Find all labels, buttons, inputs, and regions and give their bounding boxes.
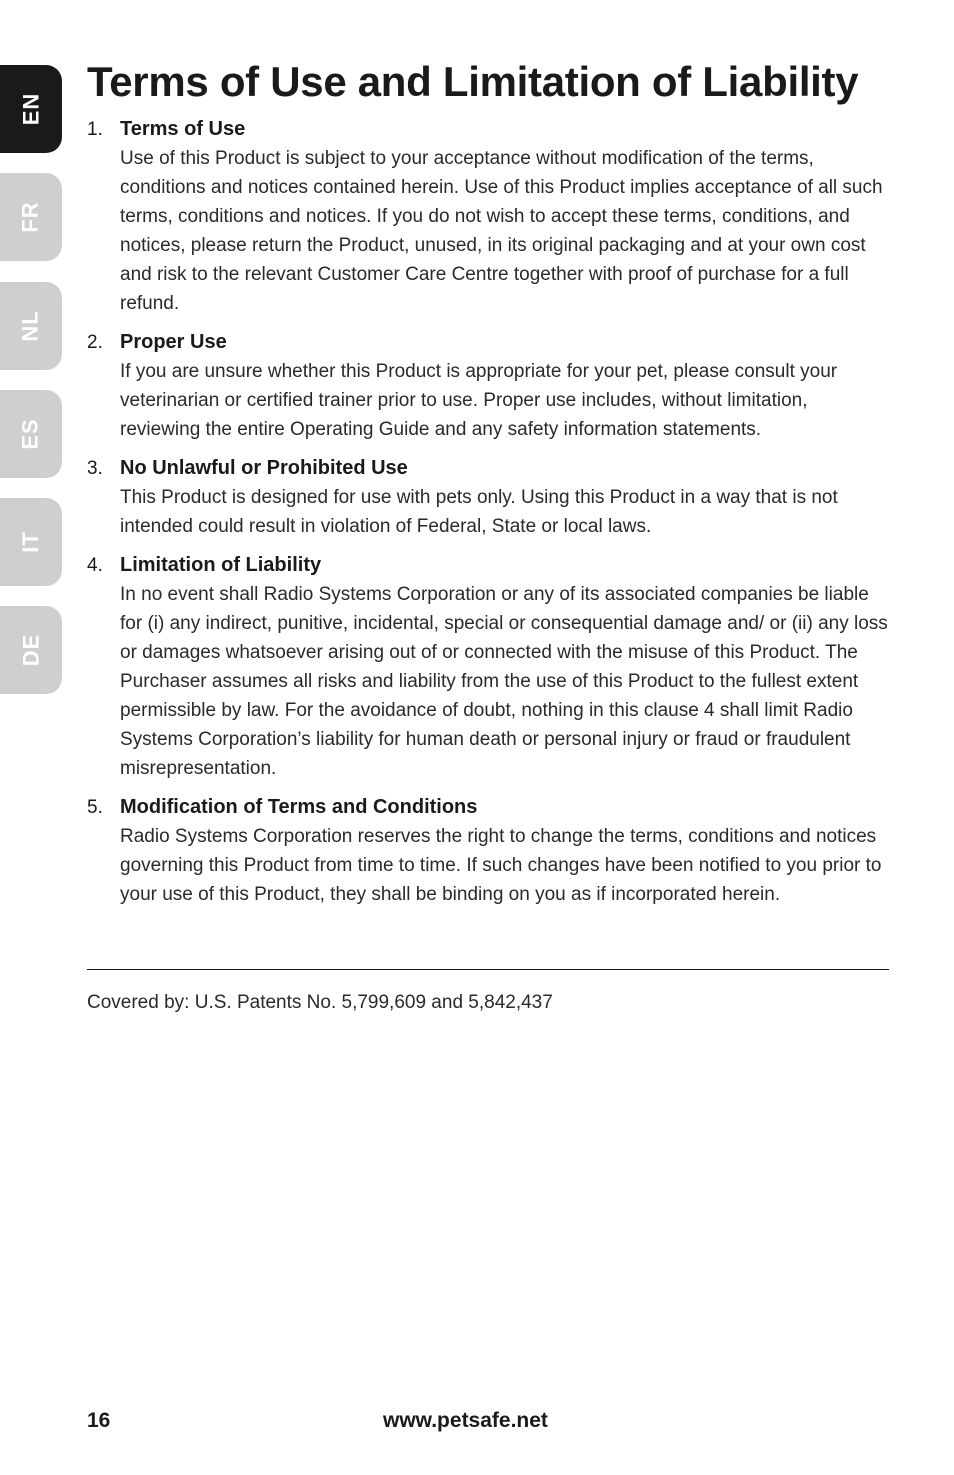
main-content [87, 55, 889, 919]
page-title: Terms of Use and Limitation of Liability [87, 58, 859, 105]
terms-list [87, 115, 889, 909]
term-item-terms-of-use [87, 115, 889, 318]
term-body: If you are unsure whether this Product is appropriate for your pet, please consult your veterinarian or certified trainer prior to use. Proper use includes, without limitation, reviewing the entire Operating Guide and any safety information statements. [120, 361, 838, 440]
term-item-limitation-of-liability [87, 551, 889, 783]
patents-note: Covered by: U.S. Patents No. 5,799,609 and 5,842,437 [87, 992, 553, 1013]
term-number: 1. [87, 119, 103, 140]
term-body: This Product is designed for use with pets only. Using this Product in a way that is not intended could result in violation of Federal, State or local laws. [120, 487, 838, 537]
tab-it[interactable] [0, 498, 62, 586]
term-number: 3. [87, 458, 103, 479]
term-item-modification-of-terms [87, 793, 889, 909]
term-number: 5. [87, 797, 103, 818]
term-item-proper-use [87, 328, 889, 444]
term-item-no-unlawful-use [87, 454, 889, 541]
term-heading: Modification of Terms and Conditions [120, 796, 478, 818]
tab-de-label: DE [18, 633, 43, 667]
tab-en[interactable] [0, 65, 62, 153]
tab-es[interactable] [0, 390, 62, 478]
term-number: 2. [87, 332, 103, 353]
term-heading: Limitation of Liability [120, 554, 322, 576]
page-number: 16 [87, 1409, 111, 1432]
term-body: In no event shall Radio Systems Corporation or any of its associated companies be liable for (i) any indirect, punitive, incidental, special or consequential damage and/ or (ii) any loss or damages whatsoever arising out of or connected with the misuse of this Product. The Purchaser assumes all risks and liability from the use of this Product to the fullest extent permissible by law. For the avoidance of doubt, nothing in this clause 4 shall limit Radio Systems Corporation’s liability for human death or personal injury or fraud or fraudulent misrepresentation. [120, 584, 888, 779]
tab-it-label: IT [18, 531, 43, 553]
tab-fr-label: FR [17, 201, 43, 233]
tab-fr[interactable] [0, 173, 62, 261]
tab-nl[interactable] [0, 282, 62, 370]
tab-de[interactable] [0, 606, 62, 694]
term-heading: Proper Use [120, 331, 227, 353]
term-body: Radio Systems Corporation reserves the right to change the terms, conditions and notices governing this Product from time to time. If such changes have been notified to you prior to your use of this Product, they shall be binding on you as if incorporated herein. [120, 826, 882, 905]
tab-nl-label: NL [17, 310, 43, 342]
term-heading: No Unlawful or Prohibited Use [120, 457, 408, 479]
term-number: 4. [87, 555, 103, 576]
term-heading: Terms of Use [120, 118, 246, 140]
tab-en-label: EN [18, 92, 43, 126]
section-divider [87, 969, 889, 970]
website-link[interactable]: www.petsafe.net [383, 1409, 548, 1432]
tab-es-label: ES [17, 418, 43, 450]
term-body: Use of this Product is subject to your acceptance without modification of the terms, conditions and notices contained herein. Use of this Product implies acceptance of all such terms, conditions and notices. If you do not wish to accept these terms, conditions, and notices, please return the Product, unused, in its original packaging and at your own cost and risk to the relevant Customer Care Centre together with proof of purchase for a full refund. [120, 148, 883, 314]
